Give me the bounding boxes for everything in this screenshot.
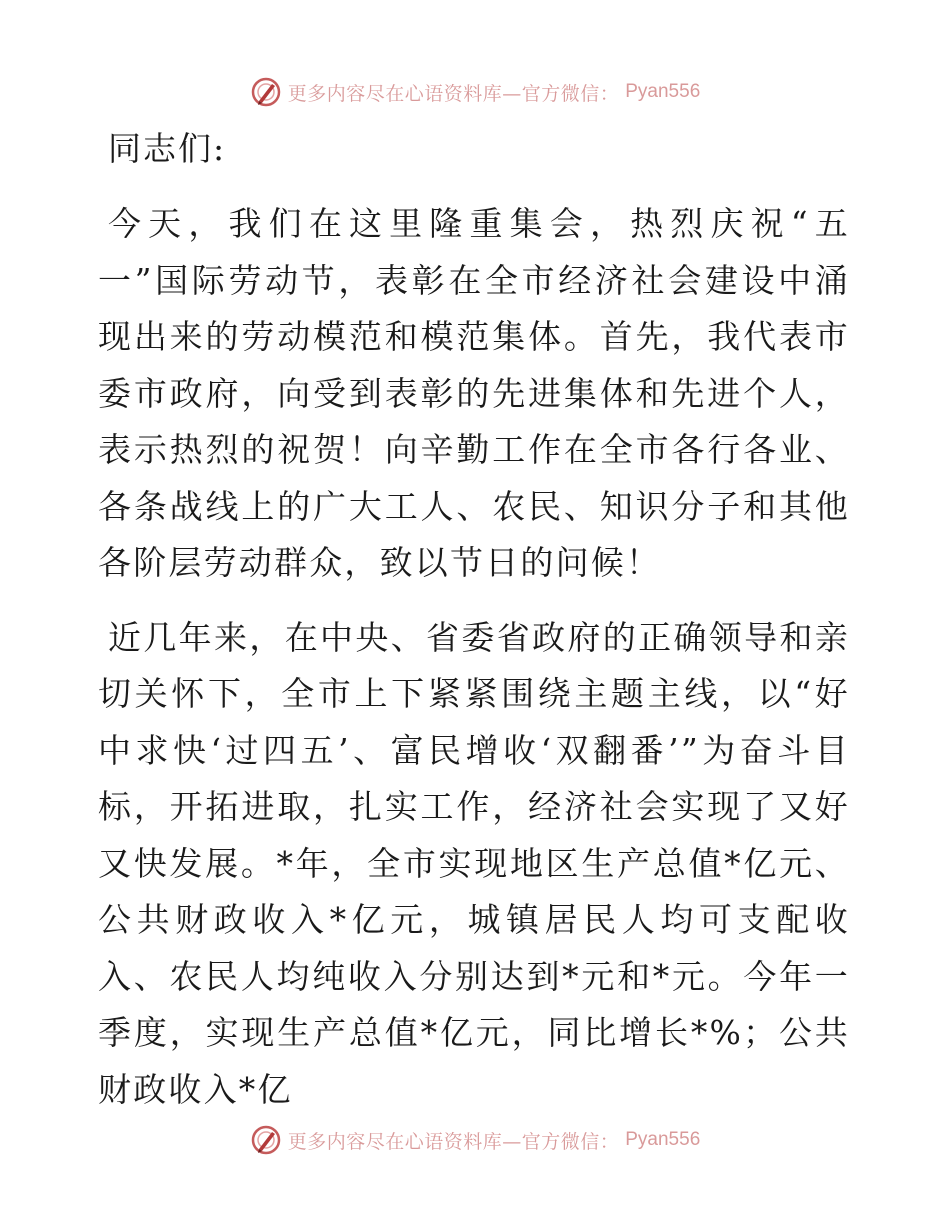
watermark-text: 更多内容尽在心语资料库—官方微信： xyxy=(287,82,620,105)
paragraph: 今天，我们在这里隆重集会，热烈庆祝“五一”国际劳动节，表彰在全市经济社会建设中涌现出来的劳动模范和模范集体。首先，我代表市委市政府，向受到表彰的先进集体和先进个人，表示热烈的祝贺！向辛勤工作在全市各行各业、各条战线上的广大工人、农民、知识分子和其他各阶层劳动群众，致以节日的问候！ xyxy=(98,204,850,582)
watermark-wechat-id: Pyan556 xyxy=(625,81,701,102)
paragraph: 近几年来，在中央、省委省政府的正确领导和亲切关怀下，全市上下紧紧围绕主题主线，以“好中求快‘过四五’、富民增收‘双翻番’”为奋斗目标，开拓进取，扎实工作，经济社会实现了又好又快发展。*年，全市实现地区生产总值*亿元、公共财政收入*亿元，城镇居民人均可支配收入、农民人均纯收入分别达到*元和*元。今年一季度，实现生产总值*亿元，同比增长*%；公共财政收入*亿 xyxy=(98,617,850,1109)
watermark-text: 更多内容尽在心语资料库—官方微信： xyxy=(287,1130,620,1153)
salutation: 同志们: xyxy=(108,129,227,168)
document-body xyxy=(98,124,850,1136)
header-watermark xyxy=(0,72,950,112)
pen-circle-logo-icon xyxy=(250,1124,282,1156)
pen-circle-logo-icon xyxy=(250,76,282,108)
footer-watermark xyxy=(0,1120,950,1160)
watermark-wechat-id: Pyan556 xyxy=(625,1129,701,1150)
